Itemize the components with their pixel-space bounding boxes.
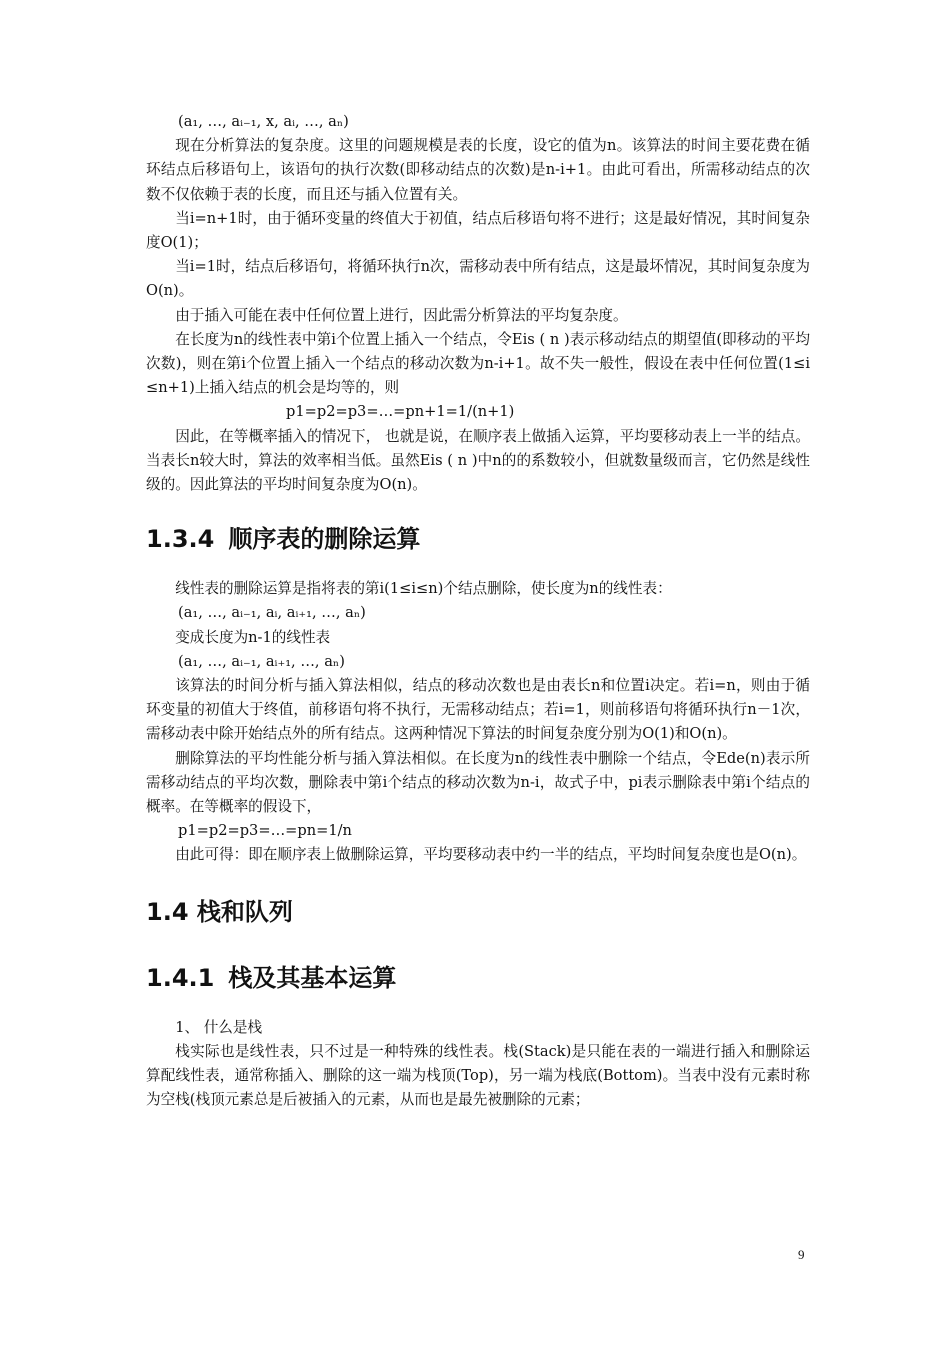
paragraph: (a₁, …, aᵢ₋₁, aᵢ₊₁, …, aₙ) <box>178 652 345 670</box>
paragraph: 由此可得：即在顺序表上做删除运算，平均要移动表中约一半的结点，平均时间复杂度也是O(n)。 <box>175 846 807 864</box>
paragraph: 变成长度为n-1的线性表 <box>175 628 331 646</box>
paragraph: 当i=1时，结点后移语句，将循环执行n次，需移动表中所有结点，这是最坏情况，其时间复杂度为O(n)。 <box>146 258 810 300</box>
section-heading-1-3-4 <box>146 523 810 555</box>
paragraph: 删除算法的平均性能分析与插入算法相似。在长度为n的线性表中删除一个结点，令Ede(n)表示所需移动结点的平均次数，删除表中第i个结点的移动次数为n-i，故式子中，pi表示删除表中第i个结点的概率。在等概率的假设下， <box>146 749 810 816</box>
section-number: 1.4.1 <box>146 963 215 992</box>
page-body <box>146 110 810 1113</box>
section-heading-1-4: 1.4 栈和队列 <box>146 897 293 926</box>
section-heading-1-4-1 <box>146 962 810 994</box>
paragraph: (a₁, …, aᵢ₋₁, aᵢ, aᵢ₊₁, …, aₙ) <box>178 604 366 622</box>
paragraph: 线性表的删除运算是指将表的第i(1≤i≤n)个结点删除，使长度为n的线性表： <box>175 580 672 598</box>
paragraph: 1、 什么是栈 <box>175 1018 263 1036</box>
paragraph: p1=p2=p3=…=pn+1=1/(n+1) <box>286 403 515 421</box>
paragraph: 因此，在等概率插入的情况下， 也就是说，在顺序表上做插入运算，平均要移动表上一半的结点。当表长n较大时，算法的效率相当低。虽然Eis ( n )中n的的系数较小，但就数量级而言，它仍然是线性级的。因此算法的平均时间复杂度为O(n)。 <box>146 427 810 494</box>
section-title: 栈及其基本运算 <box>228 963 397 992</box>
paragraph: (a₁, …, aᵢ₋₁, x, aᵢ, …, aₙ) <box>178 113 349 130</box>
section-number: 1.3.4 <box>146 525 215 554</box>
paragraph: 该算法的时间分析与插入算法相似，结点的移动次数也是由表长n和位置i决定。若i=n，则由于循环变量的初值大于终值，前移语句将不执行，无需移动结点；若i=1，则前移语句将循环执行n－1次，需移动表中除开始结点外的所有结点。这两种情况下算法的时间复杂度分别为O(1)和O(n)。 <box>146 677 810 743</box>
paragraph: 现在分析算法的复杂度。这里的问题规模是表的长度，设它的值为n。该算法的时间主要花费在循环结点后移语句上，该语句的执行次数(即移动结点的次数)是n-i+1。由此可看出，所需移动结点的次数不仅依赖于表的长度，而且还与插入位置有关。 <box>146 137 810 203</box>
deletion-block <box>146 577 810 867</box>
page-number: 9 <box>798 1247 805 1262</box>
paragraph: 在长度为n的线性表中第i个位置上插入一个结点，令Eis ( n )表示移动结点的期望值(即移动的平均次数)，则在第i个位置上插入一个结点的移动次数为n-i+1。故不失一般性，假设在表中任何位置(1≤i≤n+1)上插入结点的机会是均等的，则 <box>146 330 810 397</box>
paragraph: p1=p2=p3=…=pn=1/n <box>178 822 352 840</box>
insertion-analysis-block <box>146 110 810 497</box>
paragraph: 由于插入可能在表中任何位置上进行，因此需分析算法的平均复杂度。 <box>175 306 628 324</box>
paragraph: 当i=n+1时，由于循环变量的终值大于初值，结点后移语句将不进行；这是最好情况，其时间复杂度O(1)； <box>146 209 810 252</box>
section-title: 顺序表的删除运算 <box>228 525 421 554</box>
stack-block <box>146 1016 810 1113</box>
paragraph: 栈实际也是线性表，只不过是一种特殊的线性表。栈(Stack)是只能在表的一端进行插入和删除运算配线性表，通常称插入、删除的这一端为栈顶(Top)，另一端为栈底(Bottom)。当表中没有元素时称为空栈(栈顶元素总是后被插入的元素，从而也是最先被删除的元素； <box>146 1042 810 1109</box>
